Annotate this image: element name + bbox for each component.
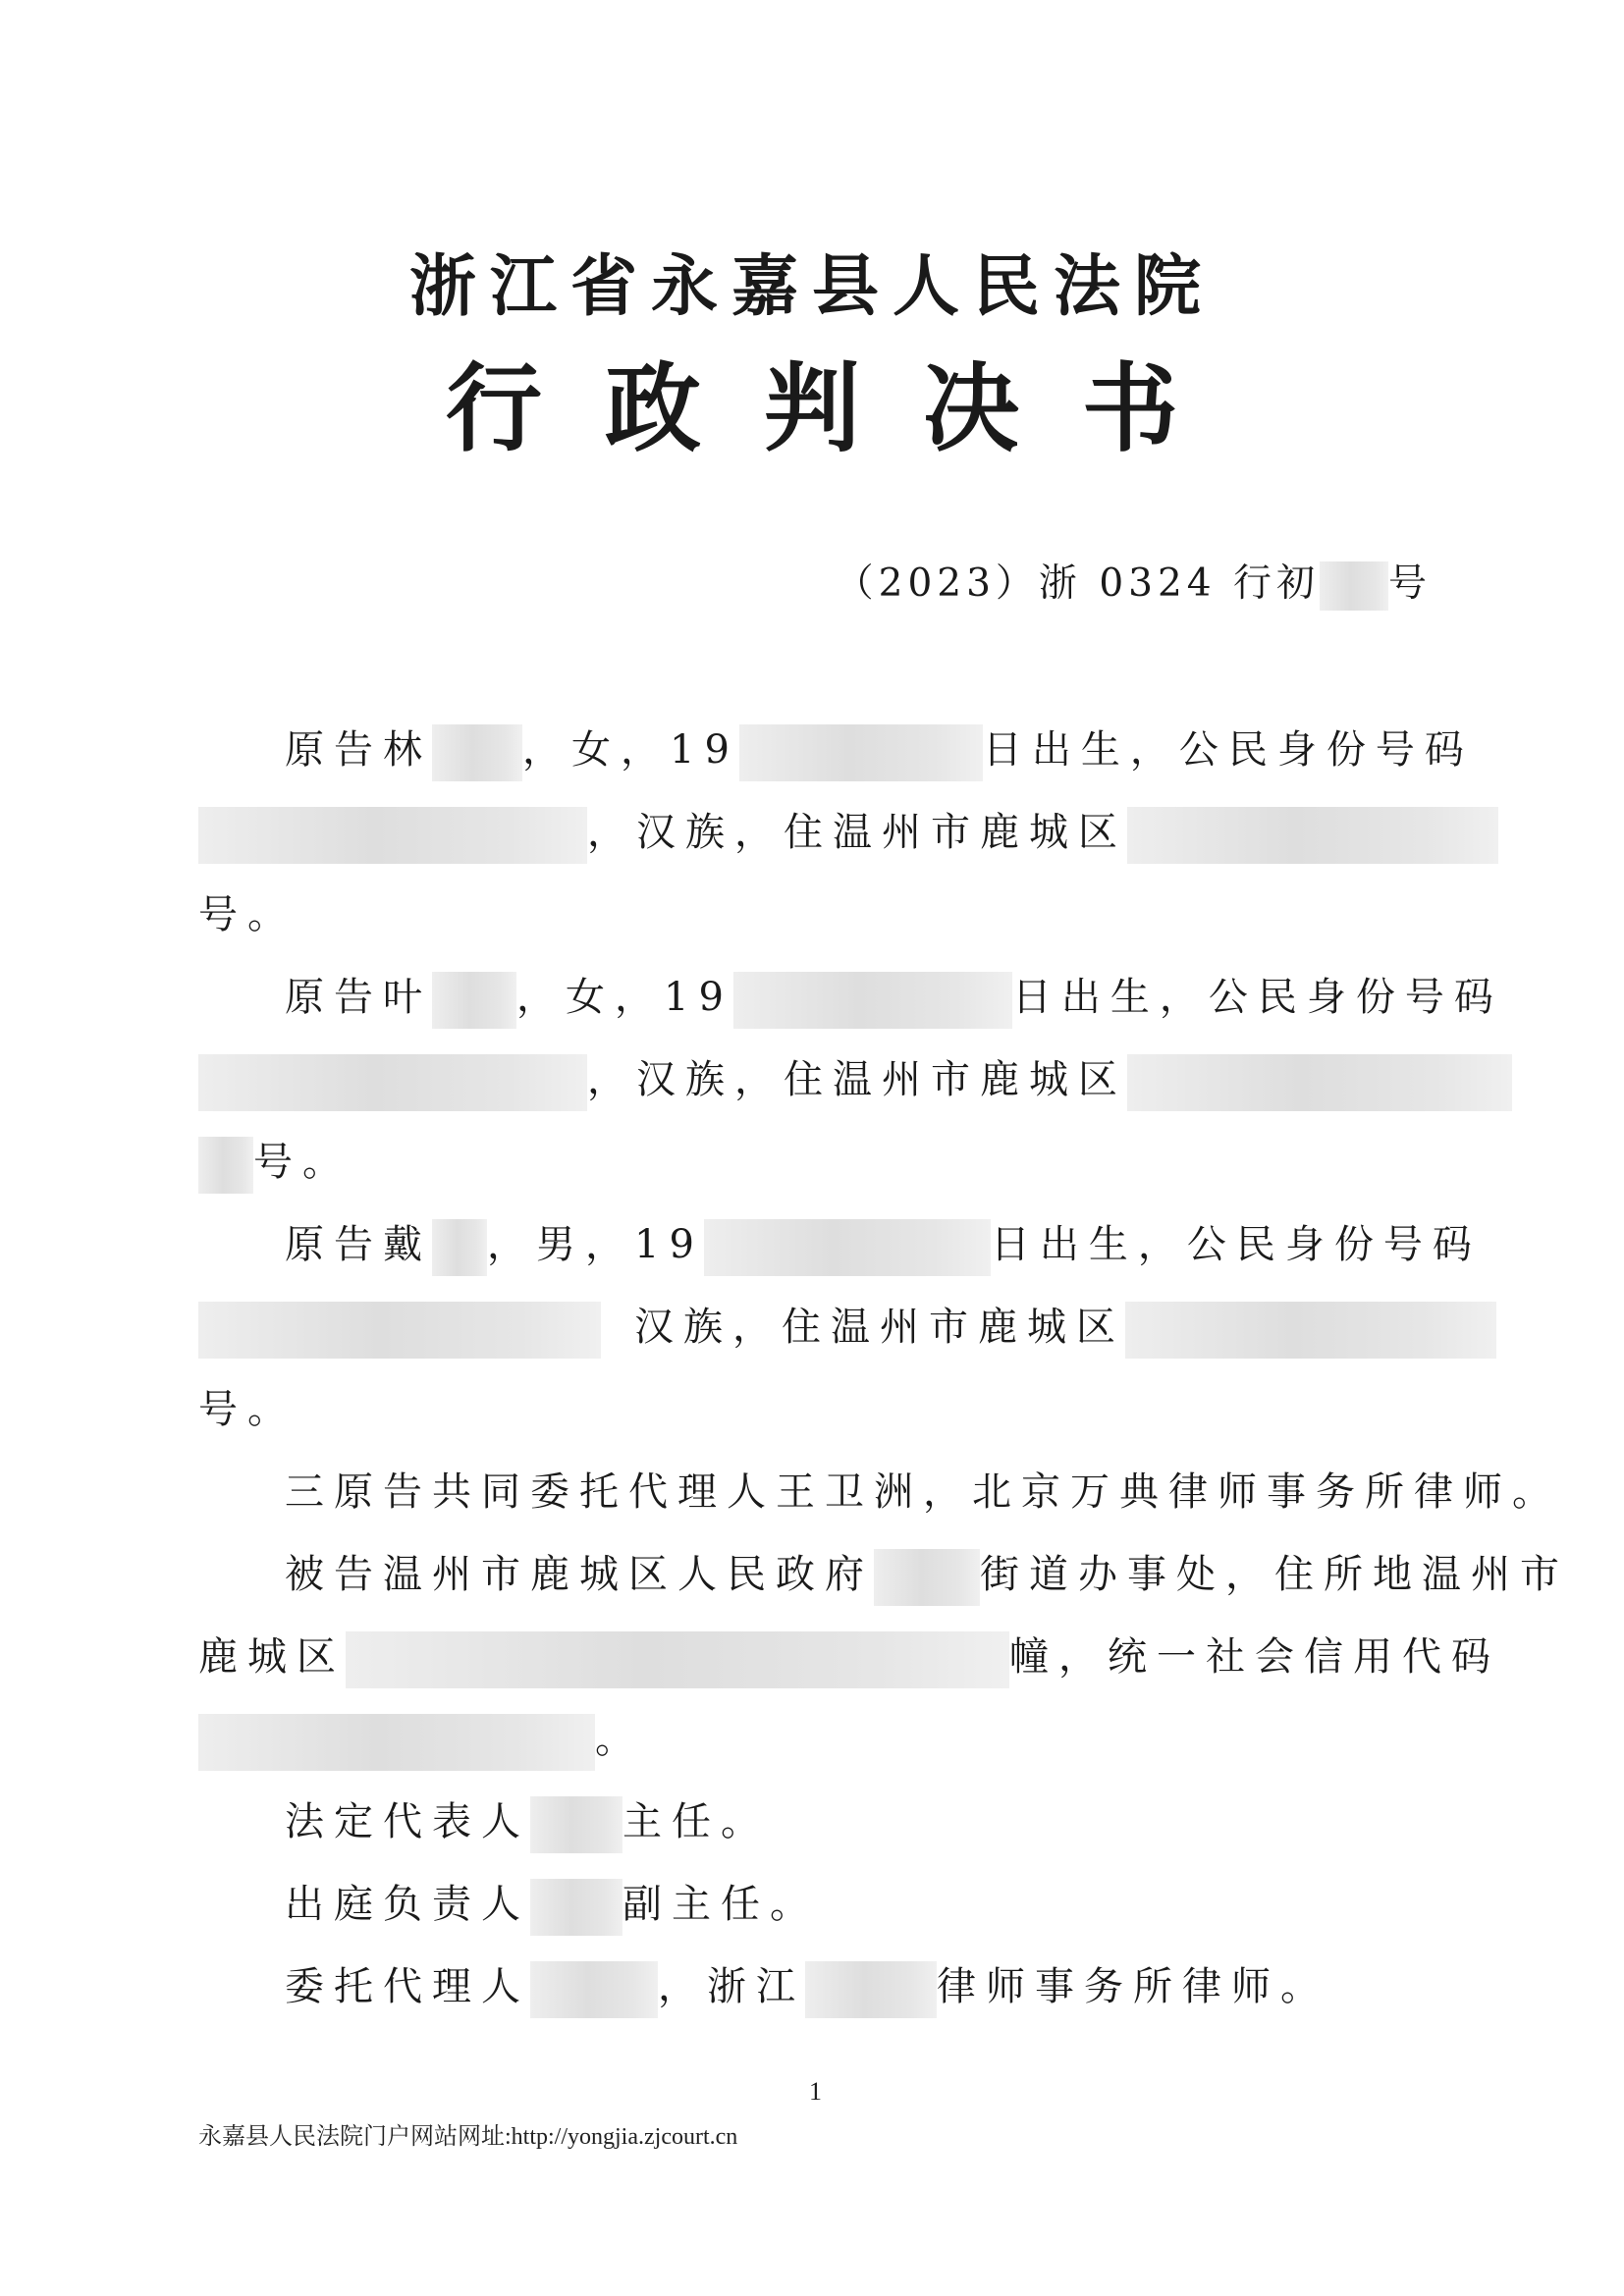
redaction xyxy=(805,1961,937,2018)
plaintiff-3-line-3: 号。 xyxy=(198,1387,297,1432)
redaction xyxy=(530,1879,623,1936)
redaction xyxy=(198,1302,601,1359)
legal-representative: 法定代表人 主任。 xyxy=(285,1794,770,1849)
plaintiff-1-line-3: 号。 xyxy=(198,892,297,937)
redaction xyxy=(432,1219,487,1276)
document-type: 行政判决书 xyxy=(445,353,1241,465)
redaction xyxy=(198,1054,587,1111)
redaction xyxy=(874,1549,980,1606)
defendant-line-1: 被告温州市鹿城区人民政府 街道办事处，住所地温州市 xyxy=(285,1547,1569,1602)
court-name: 浙江省永嘉县人民法院 xyxy=(408,248,1215,326)
redaction xyxy=(432,972,516,1029)
case-number-suffix: 号 xyxy=(1387,561,1432,606)
page-number: 1 xyxy=(809,2077,822,2106)
redaction xyxy=(530,1961,658,2018)
plaintiff-1-line-1: 原告林 ，女，19 日出生，公民身份号码 xyxy=(285,722,1474,777)
plaintiff-1-line-2: ，汉族，住温州市鹿城区 xyxy=(198,805,1498,860)
redaction xyxy=(198,1137,253,1194)
case-number-prefix: （2023）浙 0324 行初 xyxy=(835,561,1320,606)
redaction xyxy=(1127,1054,1512,1111)
redaction xyxy=(704,1219,991,1276)
defendant-line-2: 鹿城区 幢，统一社会信用代码 xyxy=(198,1629,1500,1684)
redaction xyxy=(1127,807,1498,864)
defendant-line-3: 。 xyxy=(198,1712,644,1767)
plaintiff-3-line-2: 汉族，住温州市鹿城区 xyxy=(198,1300,1496,1355)
redaction xyxy=(1125,1302,1496,1359)
redaction xyxy=(198,807,587,864)
plaintiffs-agent: 三原告共同委托代理人王卫洲，北京万典律师事务所律师。 xyxy=(285,1469,1561,1515)
redaction xyxy=(530,1796,623,1853)
plaintiff-2-line-3: 号。 xyxy=(198,1135,352,1190)
redaction xyxy=(198,1714,595,1771)
plaintiff-2-line-1: 原告叶 ，女，19 日出生，公民身份号码 xyxy=(285,970,1503,1025)
redaction xyxy=(733,972,1012,1029)
plaintiff-3-line-1: 原告戴 ，男，19 日出生，公民身份号码 xyxy=(285,1217,1482,1272)
redaction xyxy=(1320,561,1388,611)
footer-website: 永嘉县人民法院门户网站网址:http://yongjia.zjcourt.cn xyxy=(198,2124,738,2150)
redaction xyxy=(432,724,522,781)
defendant-agent: 委托代理人 ，浙江 律师事务所律师。 xyxy=(285,1959,1329,2014)
court-appearance-representative: 出庭负责人 副主任。 xyxy=(285,1877,819,1932)
case-number xyxy=(836,553,1432,611)
plaintiff-2-line-2: ，汉族，住温州市鹿城区 xyxy=(198,1052,1512,1107)
redaction xyxy=(346,1631,1009,1688)
redaction xyxy=(739,724,983,781)
